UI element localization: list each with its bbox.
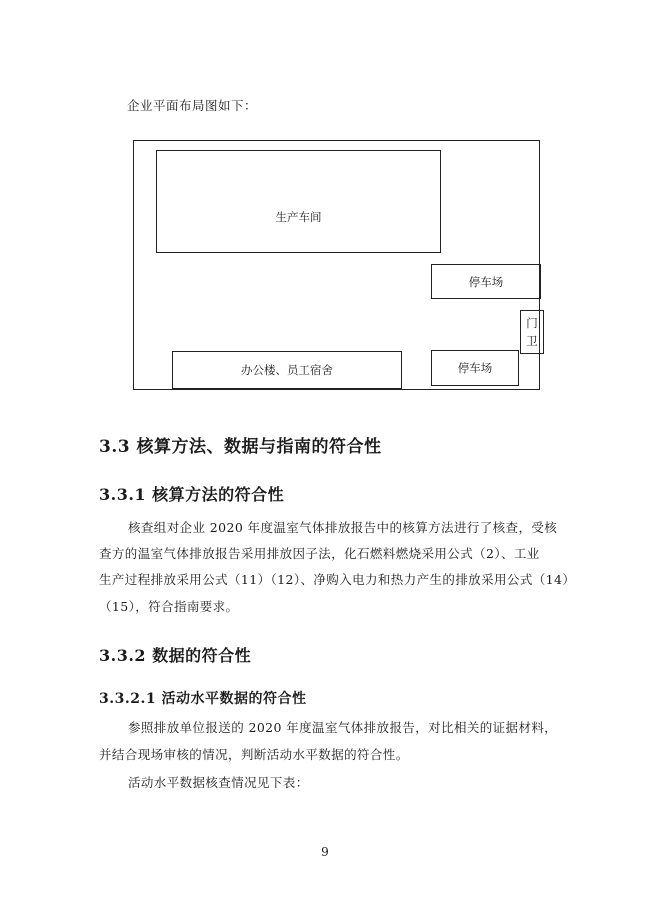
paragraph-line: 生产过程排放采用公式（11）（12）、净购入电力和热力产生的排放采用公式（14） xyxy=(99,572,576,587)
site-layout-diagram xyxy=(133,140,540,390)
paragraph-line: 并结合现场审核的情况，判断活动水平数据的符合性。 xyxy=(99,747,409,762)
gate-label-2: 卫 xyxy=(526,334,538,348)
gate-label-1: 门 xyxy=(526,316,538,330)
section-heading-3-3: 3.3 核算方法、数据与指南的符合性 xyxy=(99,437,382,457)
paragraph-line: 参照排放单位报送的 2020 年度温室气体排放报告，对比相关的证据材料， xyxy=(128,720,558,735)
paragraph-line: 核查组对企业 2020 年度温室气体排放报告中的核算方法进行了核查，受核 xyxy=(128,520,558,535)
section-heading-3-3-2: 3.3.2 数据的符合性 xyxy=(99,646,252,665)
office-dormitory-box: 办公楼、员工宿舍 xyxy=(172,351,402,389)
paragraph-line: （15），符合指南要求。 xyxy=(99,599,239,614)
parking-lot-bottom-box: 停车场 xyxy=(431,350,519,386)
production-workshop-box: 生产车间 xyxy=(156,150,441,253)
paragraph-line: 查方的温室气体排放报告采用排放因子法，化石燃料燃烧采用公式（2）、工业 xyxy=(99,546,540,561)
page-number: 9 xyxy=(321,845,329,859)
layout-intro-text: 企业平面布局图如下： xyxy=(127,98,258,113)
parking-lot-top-box: 停车场 xyxy=(431,264,541,299)
paragraph-line: 活动水平数据核查情况见下表： xyxy=(128,775,309,790)
section-heading-3-3-1: 3.3.1 核算方法的符合性 xyxy=(99,485,285,504)
section-heading-3-3-2-1: 3.3.2.1 活动水平数据的符合性 xyxy=(99,691,307,707)
guard-gate-box xyxy=(520,310,544,354)
